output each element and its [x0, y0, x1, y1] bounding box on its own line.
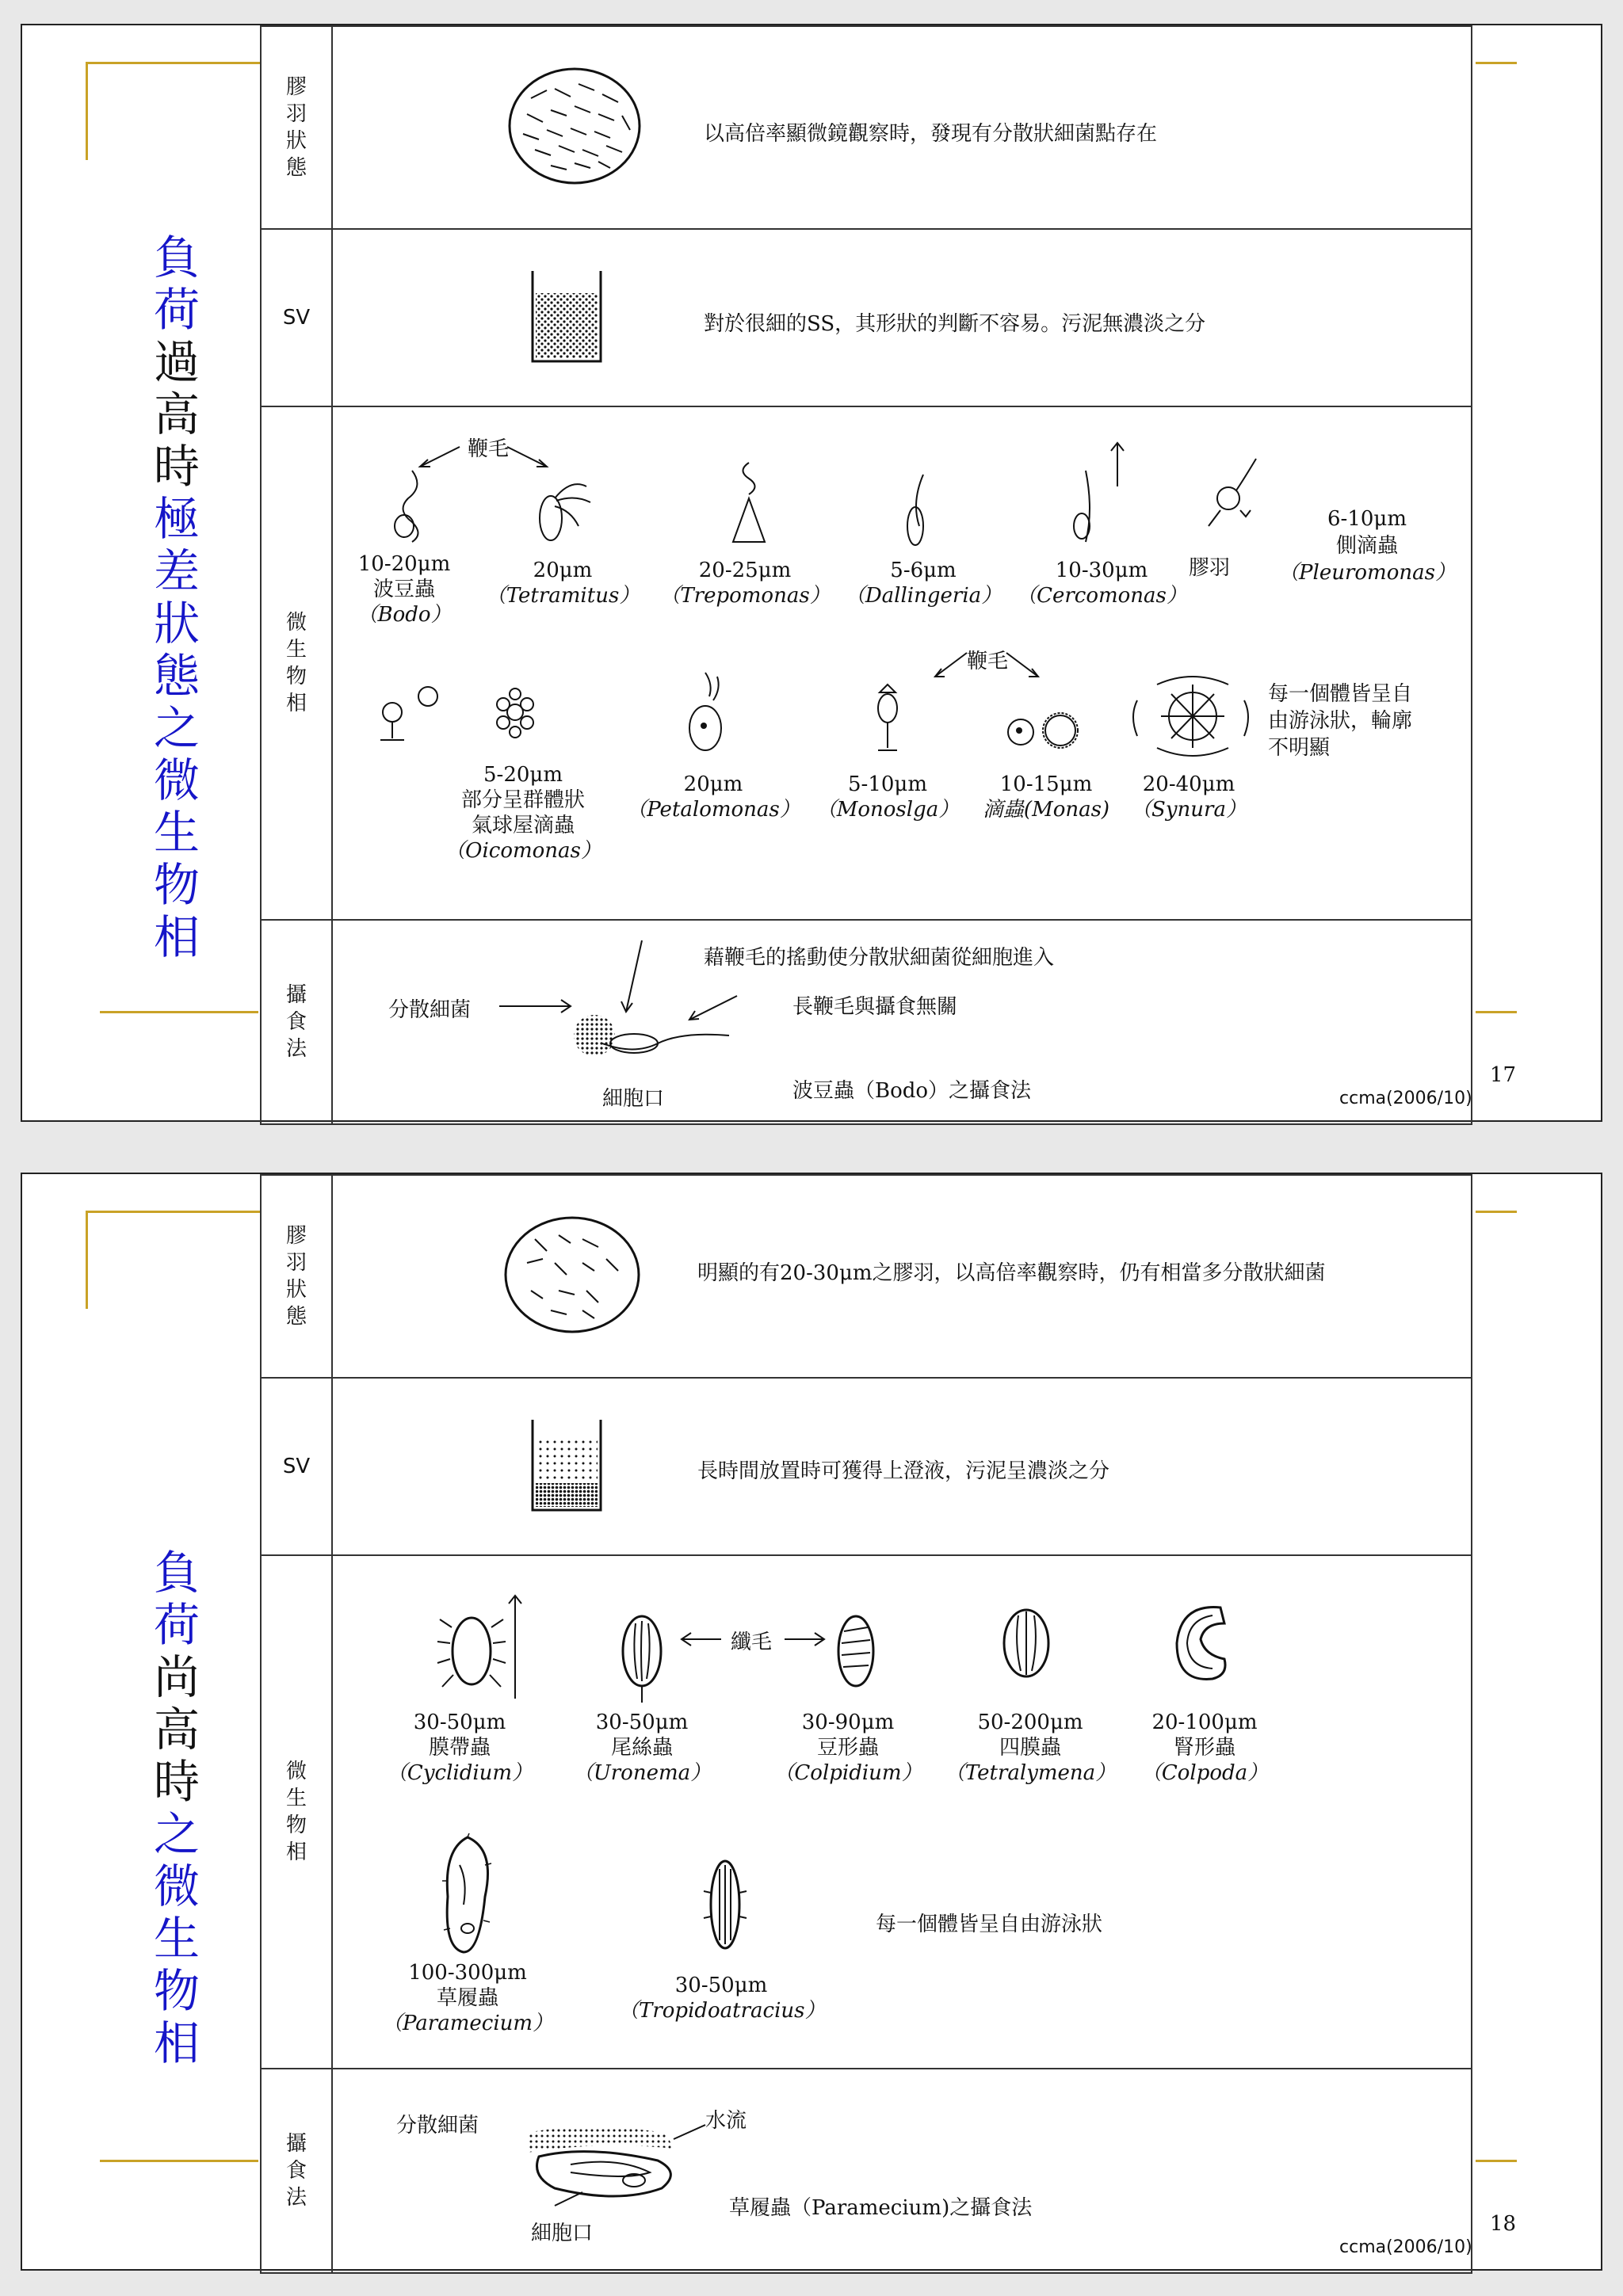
organism-paramecium-label: 100-300μm 草履蟲 （Paramecium） — [381, 1961, 554, 2035]
row-label-floc: 膠羽狀態 — [261, 1175, 332, 1378]
side-title-char: 時 — [153, 440, 200, 494]
cilia-label: 纖毛 — [731, 1630, 773, 1654]
feeding-caption: 波豆蟲（Bodo）之攝食法 — [792, 1079, 1032, 1103]
organism-monas-label: 10-15μm 滴蟲(Monas) — [982, 772, 1110, 822]
organism-petalomonas-label: 20μm （Petalomonas） — [626, 772, 800, 822]
side-title-char: 物 — [153, 1964, 200, 2018]
side-title-char: 時 — [153, 1755, 200, 1809]
floc-circle-figure — [507, 67, 642, 185]
organism-tropidoatractus-label: 30-50μm （Tropidoatracius） — [618, 1974, 826, 2023]
organism-colpidium-icon — [824, 1588, 888, 1707]
organism-cercomonas-label: 10-30μm （Cercomonas） — [1016, 559, 1187, 608]
organism-pleuromonas-icon — [1197, 455, 1268, 534]
decor-line-left-vertical — [86, 1211, 88, 1309]
decor-line-left-vertical — [86, 62, 88, 160]
organism-pleuromonas-label: 6-10μm 側滴蟲 （Pleuromonas） — [1278, 507, 1456, 585]
side-title-char: 物 — [153, 858, 200, 912]
side-title-char: 負 — [153, 1546, 200, 1600]
footer-credit: ccma(2006/10) — [1339, 1089, 1472, 1108]
row-floc — [332, 26, 1472, 229]
decor-line-top-right — [1476, 62, 1517, 64]
slide-17 — [21, 24, 1602, 1122]
side-title-char: 狀 — [153, 597, 200, 650]
slide-18 — [21, 1173, 1602, 2271]
organism-monas-icon — [999, 700, 1086, 756]
feeding-mouth-label: 細胞口 — [602, 1087, 665, 1111]
organism-uronema-icon — [610, 1588, 674, 1707]
organism-tetrahymena-label: 50-200μm 四膜蟲 （Tetralymena） — [944, 1711, 1117, 1785]
row-micro — [332, 1555, 1472, 2069]
organism-colpoda-label: 20-100μm 腎形蟲 （Colpoda） — [1140, 1711, 1269, 1785]
organism-cyclidium-icon — [436, 1588, 523, 1707]
side-title-char: 極 — [153, 492, 200, 546]
organism-colpidium-label: 30-90μm 豆形蟲 （Colpidium） — [773, 1711, 922, 1785]
organism-tropidoatractus-icon — [697, 1853, 753, 1956]
feeding-water-label: 水流 — [705, 2109, 747, 2133]
floc-circle-figure — [503, 1215, 642, 1334]
organism-tetramitus-label: 20μm （Tetramitus） — [485, 559, 640, 608]
organism-bodo-label: 10-20μm 波豆蟲 （Bodo） — [357, 552, 452, 627]
organism-bodo-icon — [380, 463, 436, 550]
organism-cercomonas-icon — [1062, 439, 1133, 550]
organism-synura-label: 20-40μm （Synura） — [1131, 772, 1247, 822]
sv-beaker-figure — [531, 269, 602, 364]
side-title-char: 過 — [153, 335, 200, 389]
organism-synura-icon — [1125, 669, 1260, 764]
row-label-feeding: 攝食法 — [261, 920, 332, 1124]
row-label-sv: SV — [261, 229, 332, 406]
side-title-char: 負 — [153, 231, 200, 284]
organism-oicomonas-label: 5-20μm 部分呈群體狀 氣球屋滴蟲 （Oicomonas） — [445, 763, 601, 863]
organism-dallingeria-icon — [888, 471, 943, 550]
floc-description: 明顯的有20-30μm之膠羽，以高倍率觀察時，仍有相當多分散狀細菌 — [697, 1261, 1326, 1285]
side-title-char: 態 — [153, 649, 200, 703]
page-number: 18 — [1490, 2212, 1517, 2236]
flagella-label-2: 鞭毛 — [967, 650, 1009, 673]
feeding-note-2: 長鞭毛與攝食無關 — [792, 995, 958, 1019]
decor-line-bottom-right — [1476, 2160, 1517, 2162]
side-title-char: 生 — [153, 806, 200, 860]
side-title-char: 之 — [153, 701, 200, 755]
row-label-micro: 微生物相 — [261, 1555, 332, 2069]
organism-tetrahymena-icon — [991, 1588, 1062, 1699]
decor-line-top-left — [86, 62, 260, 64]
row-feeding — [332, 920, 1472, 1124]
organism-petalomonas-icon — [674, 669, 737, 756]
flagella-label: 鞭毛 — [468, 437, 510, 461]
feeding-caption: 草履蟲（Paramecium)之攝食法 — [729, 2196, 1033, 2220]
decor-line-bottom-left — [100, 2160, 258, 2162]
side-title-char: 生 — [153, 1912, 200, 1966]
row-micro — [332, 406, 1472, 920]
row-label-feeding: 攝食法 — [261, 2069, 332, 2273]
content-table — [260, 25, 1472, 1125]
floc-description: 以高倍率顯微鏡觀察時，發現有分散狀細菌點存在 — [704, 122, 1158, 146]
feeding-diagram — [523, 2117, 713, 2212]
sv-description: 長時間放置時可獲得上澄液，污泥呈濃淡之分 — [697, 1459, 1110, 1483]
decor-line-top-left — [86, 1211, 260, 1213]
row-sv — [332, 229, 1472, 406]
floc-label: 膠羽 — [1189, 556, 1231, 580]
side-title-char: 相 — [153, 910, 200, 964]
organism-monosiga-icon — [864, 681, 911, 760]
side-title-char: 高 — [153, 1703, 200, 1756]
row-label-sv: SV — [261, 1378, 332, 1555]
organism-trepomonas-label: 20-25μm （Trepomonas） — [659, 559, 831, 608]
side-title-char: 荷 — [153, 283, 200, 337]
organism-uronema-label: 30-50μm 尾絲蟲 （Uronema） — [572, 1711, 712, 1785]
footer-credit: ccma(2006/10) — [1339, 2237, 1472, 2257]
side-title-char: 相 — [153, 2016, 200, 2070]
feeding-mouth-label: 細胞口 — [531, 2222, 594, 2245]
side-title-char: 尚 — [153, 1650, 200, 1704]
side-title-char: 微 — [153, 1859, 200, 1913]
decor-line-bottom-left — [100, 1011, 258, 1013]
feeding-bacteria-label: 分散細菌 — [396, 2114, 479, 2138]
side-title — [141, 231, 212, 963]
page-number: 17 — [1490, 1063, 1517, 1087]
organism-cyclidium-label: 30-50μm 膜帶蟲 （Cyclidium） — [386, 1711, 533, 1785]
row-sv — [332, 1378, 1472, 1555]
swim-note: 每一個體皆呈自 由游泳狀，輪廓 不明顯 — [1268, 682, 1413, 760]
decor-line-top-right — [1476, 1211, 1517, 1213]
side-title — [141, 1547, 212, 2069]
row-label-micro: 微生物相 — [261, 406, 332, 920]
organism-dallingeria-label: 5-6μm （Dallingeria） — [844, 559, 1002, 608]
row-floc — [332, 1175, 1472, 1378]
organism-paramecium-icon — [436, 1833, 499, 1960]
organism-monosiga-label: 5-10μm （Monoslga） — [815, 772, 960, 822]
organism-oicomonas-icon — [372, 677, 555, 748]
side-title-char: 之 — [153, 1807, 200, 1861]
organism-tetramitus-icon — [523, 471, 594, 550]
feeding-bacteria-label: 分散細菌 — [388, 998, 472, 1022]
decor-line-bottom-right — [1476, 1011, 1517, 1013]
organism-colpoda-icon — [1165, 1596, 1236, 1691]
content-table — [260, 1174, 1472, 2274]
row-label-floc: 膠羽狀態 — [261, 26, 332, 229]
sv-beaker-figure — [531, 1418, 602, 1513]
side-title-char: 高 — [153, 387, 200, 441]
row-feeding — [332, 2069, 1472, 2273]
sv-description: 對於很細的SS，其形狀的判斷不容易。污泥無濃淡之分 — [704, 312, 1206, 336]
side-title-char: 差 — [153, 544, 200, 598]
side-title-char: 微 — [153, 753, 200, 807]
swim-note: 每一個體皆呈自由游泳狀 — [876, 1913, 1103, 1936]
feeding-note-1: 藉鞭毛的搖動使分散狀細菌從細胞進入 — [704, 946, 1055, 970]
side-title-char: 荷 — [153, 1598, 200, 1652]
organism-trepomonas-icon — [721, 455, 777, 550]
